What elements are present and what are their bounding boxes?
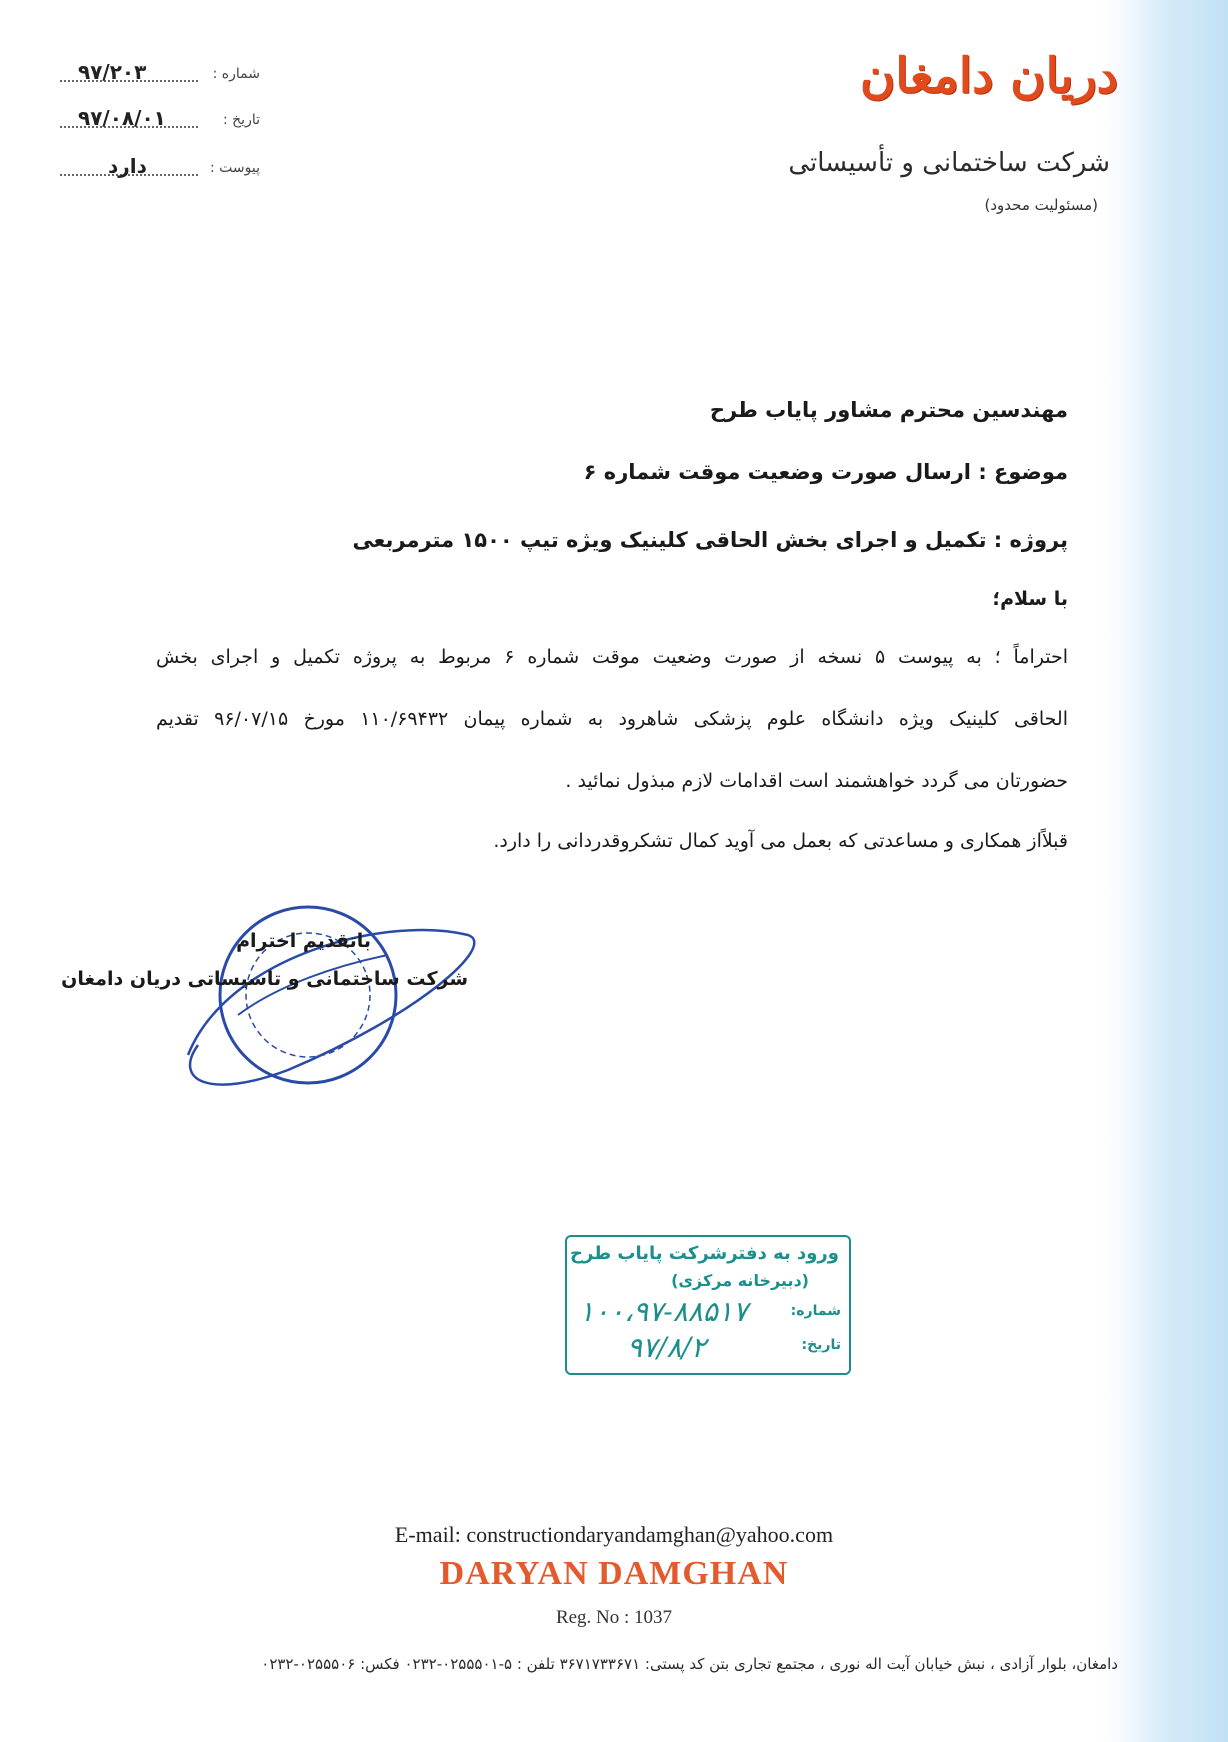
company-subtitle: شرکت ساختمانی و تأسیساتی <box>788 148 1110 178</box>
letterhead-side-band <box>1133 0 1228 1742</box>
footer-registration: Reg. No : 1037 <box>555 1607 673 1628</box>
received-stamp <box>565 1235 851 1375</box>
company-liability: (مسئولیت محدود) <box>984 196 1098 214</box>
footer-brand: DARYAN DAMGHAN <box>439 1555 789 1592</box>
letter-greeting: با سلام؛ <box>992 588 1068 610</box>
stamp-title: ورود به دفترشرکت پایاب طرح <box>570 1243 839 1264</box>
letter-closing: قبلاًاز همکاری و مساعدتی که بعمل می آوید کمال تشکروقدردانی را دارد. <box>493 830 1068 852</box>
signature-regards: باتقدیم احترام <box>236 930 371 952</box>
attachment-field <box>60 156 260 184</box>
letter-addressee: مهندسین محترم مشاور پایاب طرح <box>709 398 1068 422</box>
reference-date-label: تاریخ : <box>222 112 260 128</box>
letter-subject: موضوع : ارسال صورت وضعیت موقت شماره ۶ <box>583 460 1068 484</box>
company-logo: دریان دامغان <box>860 48 1118 104</box>
reference-number-field <box>60 62 260 90</box>
reference-date-value: ۹۷/۰۸/۰۱ <box>78 106 166 130</box>
letter-body-line: الحاقی کلینیک ویژه دانشگاه علوم پزشکی شاهرود به شماره پیمان ۱۱۰/۶۹۴۳۲ مورخ ۹۶/۰۷/۱۵ تقدیم <box>156 708 1068 730</box>
letter-project: پروژه : تکمیل و اجرای بخش الحاقی کلینیک ویژه تیپ ۱۵۰۰ مترمربعی <box>352 528 1068 552</box>
attachment-label: پیوست : <box>210 160 260 176</box>
attachment-value: دارد <box>108 154 147 178</box>
letter-body-line: حضورتان می گردد خواهشمند است اقدامات لازم مبذول نمائید . <box>565 770 1068 792</box>
stamp-date-value: ۹۷/۸/۲ <box>627 1331 707 1364</box>
footer-address: دامغان، بلوار آزادی ، نبش خیابان آیت اله نوری ، مجتمع تجاری بتن کد پستی: ۳۶۷۱۷۳۳۶۷۱ تلفن : ۵-۰۲۵۵۵۰۱-۰۲۳۲ فکس: ۰۲۵۵۵۰۶-۰۲۳۲ <box>261 1655 1118 1673</box>
footer-email: E-mail: constructiondaryandamghan@yahoo.com <box>394 1522 834 1547</box>
stamp-number-label: شماره: <box>790 1303 841 1319</box>
stamp-number-value: ۱۰۰،۹۷-۸۸۵۱۷ <box>579 1295 748 1328</box>
reference-number-value: ۹۷/۲۰۳ <box>78 60 147 84</box>
signature-company: شرکت ساختمانی و تاسیساتی دریان دامغان <box>61 968 468 990</box>
reference-date-field <box>60 108 260 136</box>
company-seal <box>168 895 488 1095</box>
stamp-date-label: تاریخ: <box>801 1337 841 1353</box>
reference-number-label: شماره : <box>212 66 260 82</box>
stamp-subtitle: (دبیرخانه مرکزی) <box>671 1271 809 1290</box>
letter-body-line: احتراماً ؛ به پیوست ۵ نسخه از صورت وضعیت موقت شماره ۶ مربوط به پروژه تکمیل و اجرای بخش <box>156 646 1068 668</box>
